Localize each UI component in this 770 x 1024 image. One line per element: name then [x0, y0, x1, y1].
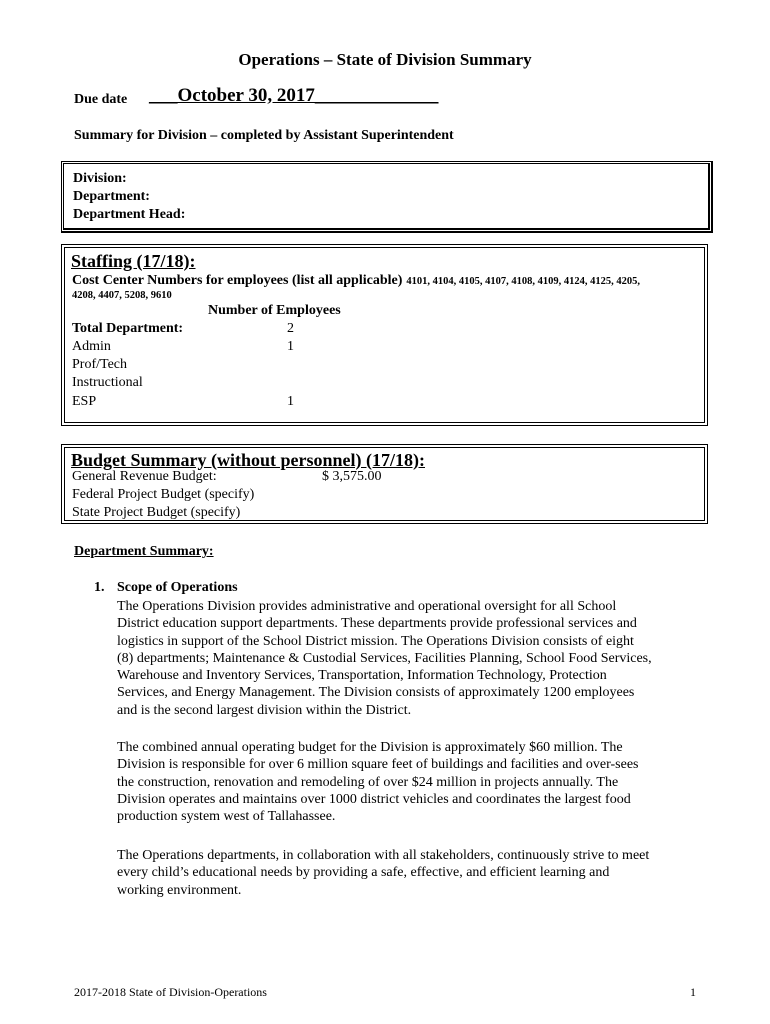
paragraph-line: The Operations departments, in collaboration with all stakeholders, continuously strive to meet — [117, 848, 650, 863]
staff-row-label: ESP — [72, 394, 97, 409]
paragraph-line: working environment. — [117, 882, 242, 898]
division-info-box — [61, 161, 713, 233]
paragraph-line: The Operations Division provides administrative and operational oversight for all School — [117, 599, 617, 614]
list-item-number: 1. — [94, 580, 105, 595]
staff-row-label: Admin — [72, 339, 111, 354]
budget-row-label: Federal Project Budget (specify) — [72, 487, 255, 502]
due-date-value: ___October 30, 2017_____________ — [149, 85, 439, 106]
cost-center-label: Cost Center Numbers for employees (list all applicable) — [72, 273, 403, 288]
paragraph-line: and is the second largest division within the District. — [117, 702, 412, 718]
division-label: Division: — [73, 171, 127, 186]
paragraph-line: logistics in support of the School District mission. The Operations Division consists of eight — [117, 633, 634, 649]
staff-row-label: Instructional — [72, 375, 143, 390]
paragraph-line: Division is responsible for over 6 million square feet of buildings and facilities and over-sees — [117, 757, 639, 773]
employees-column-header: Number of Employees — [208, 303, 341, 318]
staff-row-value: 2 — [287, 321, 294, 336]
footer-text: 2017-2018 State of Division-Operations — [74, 985, 267, 999]
staff-row-value: 1 — [287, 394, 294, 409]
staff-row-label: Total Department: — [72, 321, 184, 336]
scope-paragraph-3 — [117, 847, 717, 899]
budget-heading: Budget Summary (without personnel) (17/18): — [71, 450, 425, 470]
budget-row-value: $ 3,575.00 — [322, 469, 382, 484]
paragraph-line: the construction, renovation and remodeling of over $24 million in projects annually. The — [117, 774, 619, 790]
cost-center-numbers-2: 4208, 4407, 5208, 9610 — [72, 290, 172, 301]
scope-paragraph-1 — [117, 598, 717, 719]
paragraph-line: production system west of Tallahassee. — [117, 809, 336, 825]
document-title: Operations – State of Division Summary — [238, 50, 532, 69]
paragraph-line: Services, and Energy Management. The Division consists of approximately 1200 employees — [117, 685, 635, 701]
paragraph-line: every child’s educational needs by providing a safe, effective, and efficient learning and — [117, 865, 610, 881]
paragraph-line: (8) departments; Maintenance & Custodial Services, Facilities Planning, School Food Services, — [117, 650, 652, 666]
department-summary-heading: Department Summary: — [74, 544, 214, 559]
paragraph-line: Division operates and maintains over 1000 district vehicles and coordinates the largest food — [117, 791, 631, 807]
department-head-label: Department Head: — [73, 207, 186, 222]
cost-center-line — [72, 271, 640, 289]
budget-row-label: General Revenue Budget: — [72, 469, 217, 484]
staff-row-value: 1 — [287, 339, 294, 354]
paragraph-line: Warehouse and Inventory Services, Transportation, Information Technology, Protection — [117, 668, 607, 684]
scope-heading: Scope of Operations — [117, 580, 238, 595]
paragraph-line: The combined annual operating budget for the Division is approximately $60 million. The — [117, 740, 623, 755]
staffing-heading: Staffing (17/18): — [71, 251, 196, 271]
scope-paragraph-2 — [117, 739, 717, 825]
department-label: Department: — [73, 189, 150, 204]
staff-row-label: Prof/Tech — [72, 357, 128, 372]
page-number: 1 — [690, 985, 696, 999]
summary-subtitle: Summary for Division – completed by Assistant Superintendent — [74, 128, 454, 143]
due-date-label: Due date — [74, 92, 128, 107]
budget-row-label: State Project Budget (specify) — [72, 505, 241, 520]
cost-center-numbers-1: 4101, 4104, 4105, 4107, 4108, 4109, 4124, 4125, 4205, — [406, 276, 641, 287]
paragraph-line: District education support departments. These departments provide professional services and — [117, 616, 637, 632]
